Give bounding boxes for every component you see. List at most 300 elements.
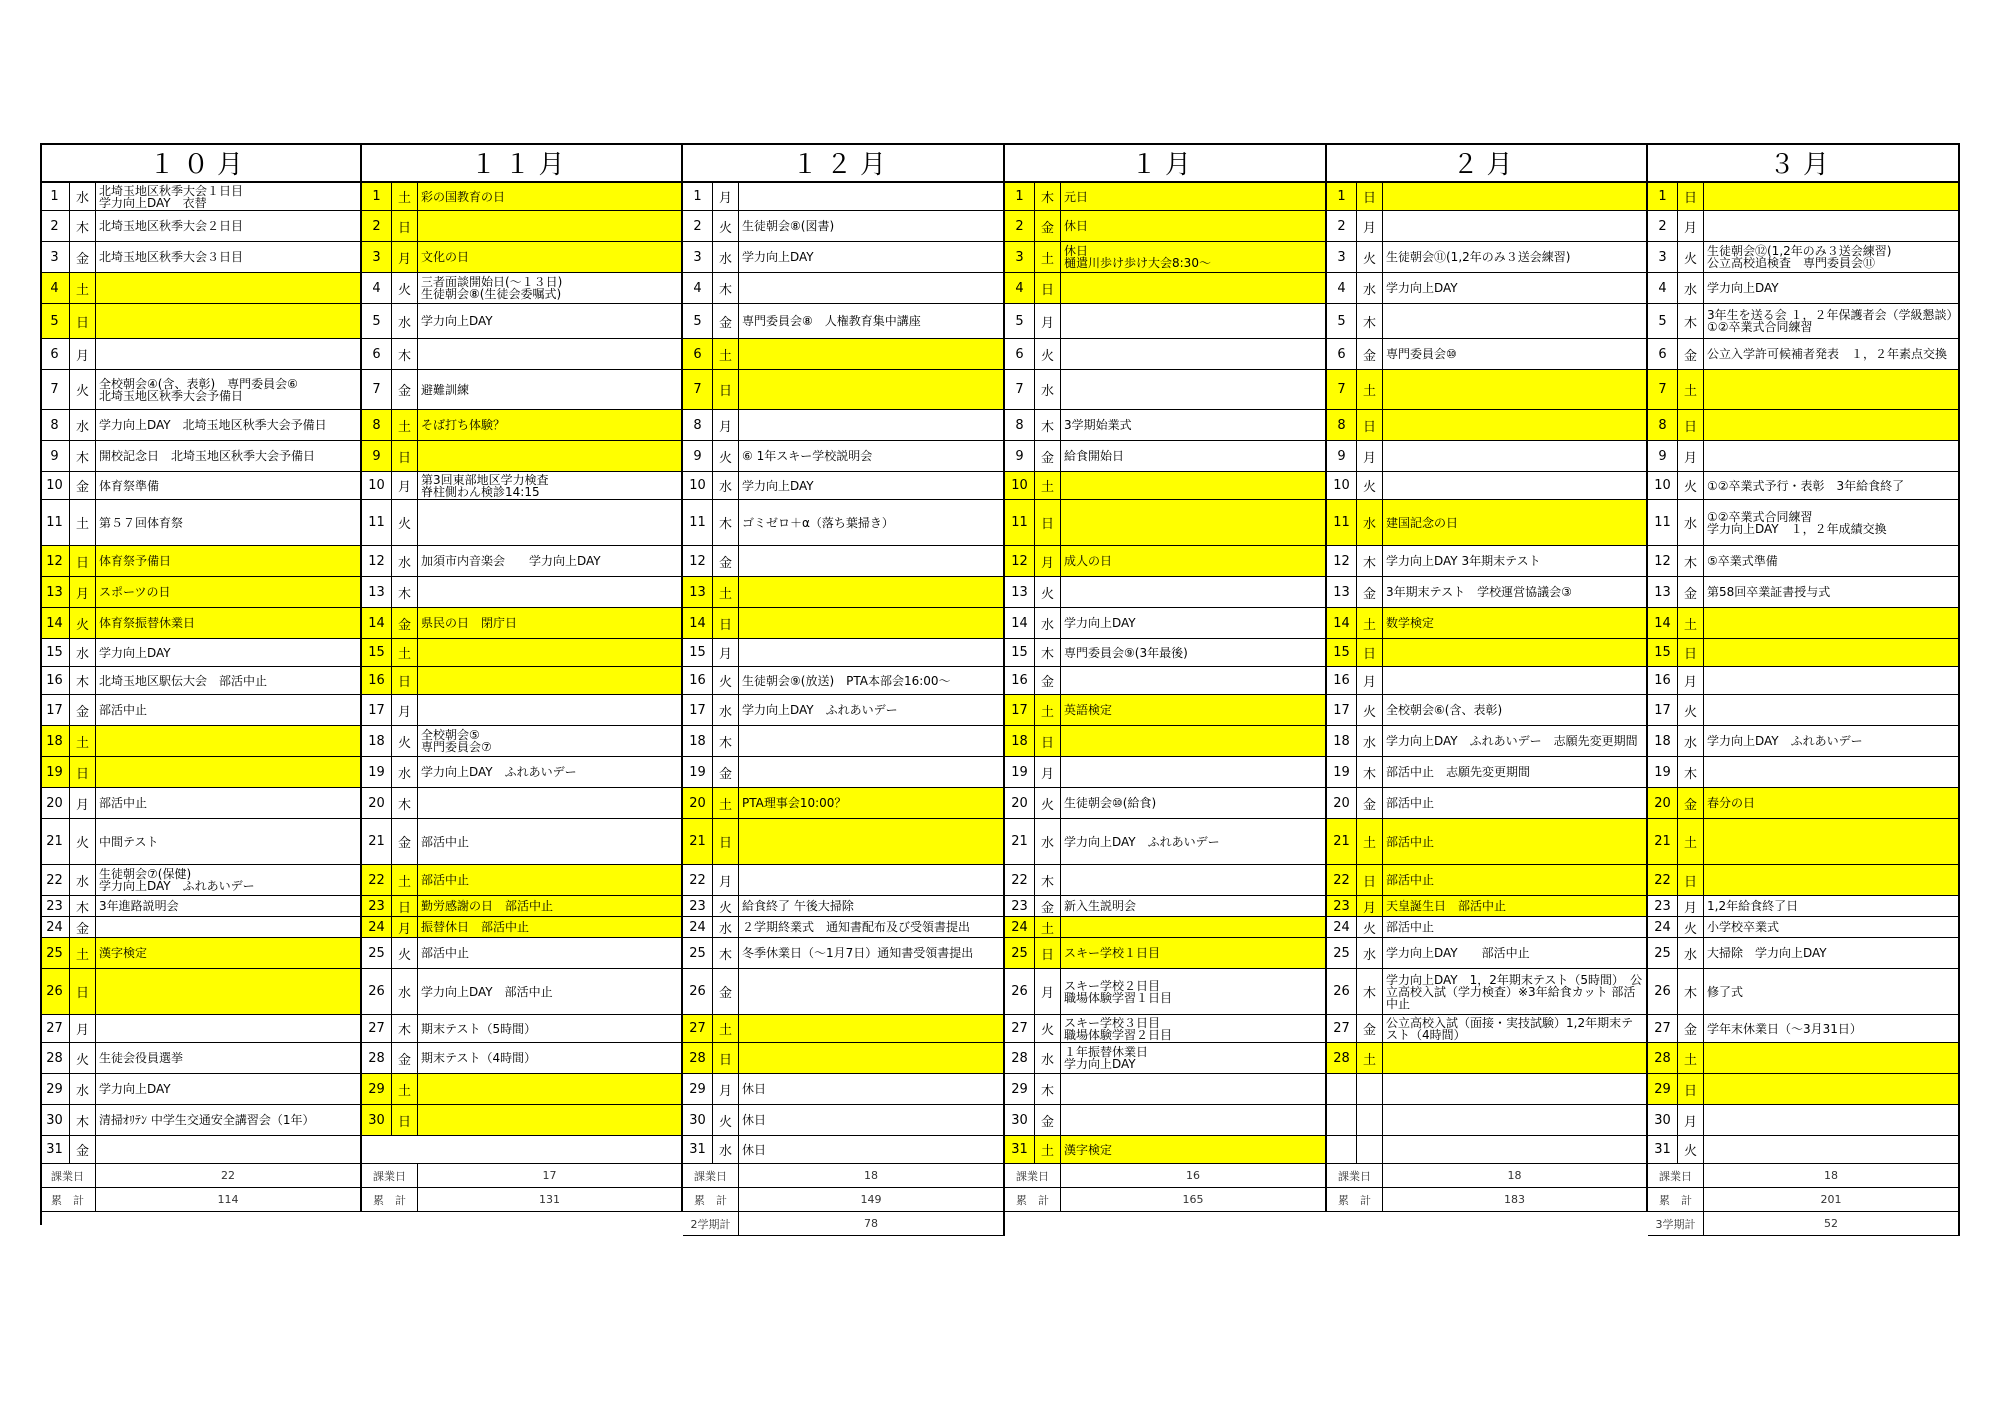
day-of-week: 月 [70,339,96,369]
day-row [683,500,1003,546]
summary-row [683,1188,1003,1212]
day-event: スキー学校１日目 [1064,946,1161,960]
day-row [1648,211,1958,242]
day-event: 学力向上DAY ふれあいデー [742,703,898,717]
day-event: ①②卒業式予行・表彰 3年給食終了 [1707,478,1905,493]
day-row [1327,546,1646,577]
day-row [362,410,681,441]
day-row [362,865,681,896]
day-of-week: 日 [70,546,96,576]
day-row [1648,1105,1958,1136]
summary-value: 131 [539,1193,560,1206]
day-of-week: 月 [392,472,418,499]
day-number: 5 [1005,304,1035,338]
day-row [1327,917,1646,938]
day-number: 25 [1005,938,1035,968]
day-number: 15 [683,639,713,666]
day-event [1061,667,1325,694]
day-event: 避難訓練 [421,382,470,397]
day-number: 3 [1648,242,1678,272]
day-of-week: 水 [1035,819,1061,864]
day-number: 3 [1327,242,1357,272]
day-event: スキー学校２日目 職場体験学習１日目 [1064,978,1173,1005]
summary-row [1005,1188,1325,1212]
day-event [1704,211,1958,241]
day-event: 文化の日 [421,250,470,264]
day-number: 29 [40,1074,70,1104]
day-event [739,1043,1003,1073]
day-number: 20 [1327,788,1357,818]
day-row [40,639,360,667]
day-event [739,639,1003,666]
day-of-week: 日 [70,969,96,1014]
day-row [683,1043,1003,1074]
day-row [1648,865,1958,896]
day-of-week: 水 [70,1074,96,1104]
day-number: 18 [1648,726,1678,756]
day-row [362,757,681,788]
day-row [1005,500,1325,546]
day-of-week: 日 [1678,410,1704,440]
day-number: 14 [683,608,713,638]
day-event: 休日 樋遣川歩け歩け大会8:30～ [1064,244,1211,270]
day-number: 13 [1327,577,1357,607]
day-number: 31 [40,1136,70,1163]
day-row [1005,410,1325,441]
day-row [1005,339,1325,370]
summary-row [362,1164,681,1188]
day-event [739,1015,1003,1042]
day-of-week: 金 [713,304,739,338]
day-number: 12 [1648,546,1678,576]
day-number: 28 [1327,1043,1357,1073]
day-event: 全校朝会④(含、表彰) 専門委員会⑥ 北埼玉地区秋季大会予備日 [99,376,298,403]
day-number: 7 [683,370,713,409]
day-event [96,969,360,1014]
day-number: 24 [683,917,713,937]
day-row [1005,1136,1325,1164]
day-number: 13 [362,577,392,607]
day-number: 17 [683,695,713,725]
day-event: 学力向上DAY [742,478,814,493]
day-of-week: 金 [1357,1015,1383,1042]
day-number: 9 [683,441,713,471]
day-event: 1,2年給食終了日 [1707,899,1799,913]
day-of-week: 水 [1035,370,1061,409]
day-event: 第3回東部地区学力検査 脊柱側わん検診14:15 [421,472,549,499]
day-row [40,211,360,242]
day-of-week: 木 [392,1015,418,1042]
day-row [1005,969,1325,1015]
day-of-week: 土 [1035,472,1061,499]
month-title: １月 [1005,143,1325,183]
day-event: 体育祭予備日 [99,554,172,568]
day-row [362,500,681,546]
summary-label: 累 計 [40,1188,96,1211]
day-event: 学力向上DAY [99,645,171,660]
day-event: 勤労感謝の日 部活中止 [421,899,554,913]
day-of-week: 水 [1357,500,1383,545]
day-event [739,757,1003,787]
day-of-week: 金 [70,242,96,272]
day-row [40,370,360,410]
day-event: 学力向上DAY [421,314,493,328]
day-event: 学力向上DAY ふれあいデー [1064,834,1220,849]
day-row [1005,1074,1325,1105]
day-event: 春分の日 [1707,796,1756,810]
summary-row [683,1164,1003,1188]
day-row [1005,472,1325,500]
day-event: 3年進路説明会 [99,899,179,913]
day-event: 部活中止 [1386,920,1435,934]
day-event: １年振替休業日 学力向上DAY [1064,1045,1149,1071]
day-number: 3 [1005,242,1035,272]
day-row [40,917,360,938]
day-event: 学力向上DAY 1，2年期末テスト（5時間） 公立高校入試（学力検査）※3年給食カット 部活中止 [1386,972,1643,1011]
day-number: 7 [362,370,392,409]
day-of-week: 金 [1678,577,1704,607]
day-event [1383,1136,1646,1163]
day-row [1327,242,1646,273]
day-row [1648,500,1958,546]
day-row [40,577,360,608]
day-number: 3 [40,242,70,272]
day-of-week: 土 [1035,917,1061,937]
day-event: そば打ち体験？ [421,418,506,432]
day-row [40,500,360,546]
day-number: 4 [362,273,392,303]
day-event [1061,339,1325,369]
day-number: 3 [683,242,713,272]
day-event: 北埼玉地区秋季大会１日目 学力向上DAY 衣替 [99,183,244,210]
day-number: 4 [683,273,713,303]
summary-row [1648,1188,1958,1212]
day-number: 21 [362,819,392,864]
day-of-week: 火 [392,500,418,545]
day-row [362,339,681,370]
day-event: 全校朝会⑥(含、表彰) [1386,703,1503,717]
day-of-week: 金 [1035,1105,1061,1135]
day-of-week: 土 [1678,608,1704,638]
day-number: 5 [40,304,70,338]
day-row [40,896,360,917]
day-of-week: 火 [1035,339,1061,369]
day-number: 11 [1005,500,1035,545]
day-of-week: 土 [1035,695,1061,725]
day-row [1648,273,1958,304]
day-event: 学力向上DAY [742,250,814,264]
day-event: 学力向上DAY [1707,281,1779,295]
day-number: 9 [1327,441,1357,471]
day-of-week: 水 [713,1136,739,1163]
day-number [1327,1105,1357,1135]
day-event [1383,472,1646,499]
day-of-week: 日 [1035,273,1061,303]
day-event: 県民の日 閉庁日 [421,616,518,630]
day-of-week: 日 [1678,1074,1704,1104]
day-of-week: 金 [392,608,418,638]
day-event: 元日 [1064,189,1089,204]
day-of-week: 日 [1035,726,1061,756]
day-event: PTA理事会10:00？ [742,796,847,810]
day-row [40,273,360,304]
day-number: 1 [683,183,713,210]
day-of-week: 日 [713,370,739,409]
day-of-week: 火 [1035,577,1061,607]
day-row [683,788,1003,819]
day-number: 30 [1005,1105,1035,1135]
day-of-week: 木 [1678,546,1704,576]
day-number: 16 [1005,667,1035,694]
day-of-week: 金 [70,1136,96,1163]
day-number: 13 [1005,577,1035,607]
day-event: 部活中止 [99,796,148,810]
day-number: 23 [40,896,70,916]
day-number [362,1136,392,1163]
day-number: 1 [1327,183,1357,210]
day-event [1704,1136,1958,1163]
day-event: 公立高校入試（面接・実技試験）1,2年期末テスト（4時間） [1386,1015,1634,1042]
day-row [1327,1074,1646,1105]
day-event [418,441,681,471]
day-of-week: 金 [713,757,739,787]
day-number: 15 [1648,639,1678,666]
day-event: 部活中止 [421,873,470,887]
day-of-week: 火 [1357,917,1383,937]
day-number: 3 [362,242,392,272]
day-of-week: 水 [713,242,739,272]
day-row [40,788,360,819]
day-event: 学力向上DAY [1386,281,1458,295]
day-event: 学年末休業日（～3月31日） [1707,1021,1862,1036]
day-of-week: 土 [70,273,96,303]
day-number: 1 [1005,183,1035,210]
day-event [418,1136,681,1163]
day-event [418,339,681,369]
day-of-week: 日 [1035,500,1061,545]
day-event: 建国記念の日 [1386,515,1459,530]
day-number: 13 [1648,577,1678,607]
day-event [418,695,681,725]
day-number: 4 [1005,273,1035,303]
day-number: 26 [362,969,392,1014]
day-number: 28 [1005,1043,1035,1073]
day-of-week: 土 [1357,608,1383,638]
month-title: ３月 [1648,143,1958,183]
day-row [683,608,1003,639]
day-of-week: 月 [1678,667,1704,694]
day-number: 7 [1327,370,1357,409]
day-event: 北埼玉地区秋季大会２日目 [99,219,244,233]
summary-value: 78 [864,1217,878,1230]
day-of-week: 日 [713,819,739,864]
day-of-week: 水 [392,969,418,1014]
day-event: 学力向上DAY 3年期末テスト [1386,554,1541,568]
day-event: 生徒朝会⑨(放送) PTA本部会16:00～ [742,673,951,688]
day-number: 6 [1327,339,1357,369]
day-of-week: 土 [713,788,739,818]
day-event: 専門委員会⑧ 人権教育集中講座 [742,314,921,328]
day-number: 27 [40,1015,70,1042]
day-event: ２学期終業式 通知書配布及び受領書提出 [742,920,971,934]
day-of-week: 土 [70,500,96,545]
day-number: 25 [362,938,392,968]
day-of-week: 木 [392,339,418,369]
day-number: 18 [1005,726,1035,756]
day-of-week: 火 [1035,1015,1061,1042]
day-event: 生徒会役員選挙 [99,1051,184,1065]
day-number: 21 [683,819,713,864]
day-of-week: 土 [1678,819,1704,864]
day-event [418,639,681,666]
day-row [1327,1043,1646,1074]
day-row [1005,242,1325,273]
day-number: 12 [40,546,70,576]
day-number: 24 [40,917,70,937]
day-row [1327,211,1646,242]
day-of-week: 水 [70,639,96,666]
day-row [40,667,360,695]
day-row [1327,726,1646,757]
day-row [362,1136,681,1164]
day-row [1005,788,1325,819]
day-row [1648,788,1958,819]
day-row [40,726,360,757]
day-of-week: 日 [392,441,418,471]
summary-label: 3学期計 [1648,1212,1704,1235]
day-of-week: 土 [713,577,739,607]
day-row [1327,472,1646,500]
day-row [362,472,681,500]
summary-value: 114 [217,1193,239,1206]
day-event: 北埼玉地区秋季大会３日目 [99,250,244,264]
day-event [1383,211,1646,241]
day-row [1005,726,1325,757]
day-of-week: 木 [1035,183,1061,210]
day-of-week: 金 [1035,211,1061,241]
day-row [683,211,1003,242]
day-of-week: 木 [1357,304,1383,338]
day-row [362,667,681,695]
day-row [1648,242,1958,273]
day-event [1704,639,1958,666]
day-number: 13 [683,577,713,607]
day-of-week: 金 [713,969,739,1014]
day-number: 24 [1648,917,1678,937]
day-event: 休日 [742,1113,767,1127]
day-row [362,577,681,608]
day-of-week: 火 [713,896,739,916]
day-of-week: 火 [1357,695,1383,725]
day-number: 22 [1648,865,1678,895]
summary-row [40,1188,360,1212]
day-number: 8 [362,410,392,440]
day-number: 26 [1327,969,1357,1014]
day-event [96,757,360,787]
day-number: 18 [362,726,392,756]
day-event [739,726,1003,756]
summary-label: 累 計 [683,1188,739,1211]
day-number: 24 [362,917,392,937]
day-row [683,183,1003,211]
day-of-week: 土 [1357,819,1383,864]
day-of-week: 日 [392,667,418,694]
summary-value: 18 [864,1169,878,1182]
day-row [1005,370,1325,410]
day-event: 第58回卒業証書授与式 [1707,585,1831,599]
day-event [1704,667,1958,694]
day-event: 大掃除 学力向上DAY [1707,946,1827,960]
summary-row [683,1212,1003,1236]
day-event [1704,1074,1958,1104]
day-number: 4 [40,273,70,303]
day-number: 30 [1648,1105,1678,1135]
day-row [40,819,360,865]
day-of-week: 月 [70,577,96,607]
day-number: 5 [362,304,392,338]
day-event [1383,370,1646,409]
day-of-week: 月 [392,695,418,725]
day-event: 期末テスト（4時間） [421,1051,537,1065]
day-event: 3学期始業式 [1064,418,1132,432]
day-of-week: 火 [392,726,418,756]
day-of-week: 月 [1357,896,1383,916]
summary-label: 累 計 [1005,1188,1061,1211]
day-of-week: 木 [1357,969,1383,1014]
day-event [1704,410,1958,440]
day-number: 7 [1648,370,1678,409]
day-event: 北埼玉地区駅伝大会 部活中止 [99,673,268,688]
day-of-week: 火 [713,211,739,241]
day-row [1327,608,1646,639]
day-number: 18 [40,726,70,756]
day-number: 23 [683,896,713,916]
day-event: 学力向上DAY ふれあいデー [421,765,577,779]
day-row [1005,757,1325,788]
day-row [1327,969,1646,1015]
day-of-week: 水 [1357,273,1383,303]
day-number: 22 [1005,865,1035,895]
day-event [1704,1043,1958,1073]
day-number: 20 [40,788,70,818]
day-number: 22 [1327,865,1357,895]
day-number: 14 [1648,608,1678,638]
day-event: 専門委員会⑩ [1386,347,1457,361]
summary-label: 課業日 [1327,1164,1383,1187]
summary-value: 183 [1504,1193,1525,1206]
day-event: 第５７回体育祭 [99,515,184,530]
day-row [1648,1043,1958,1074]
day-row [1648,639,1958,667]
day-number: 21 [1648,819,1678,864]
day-of-week: 火 [713,667,739,694]
day-of-week: 月 [1678,211,1704,241]
day-event: 部活中止 [1386,796,1435,810]
day-of-week: 月 [1357,441,1383,471]
day-number: 8 [683,410,713,440]
day-row [683,819,1003,865]
day-event [1061,273,1325,303]
day-event: 生徒朝会⑩(給食) [1064,796,1157,810]
day-number: 14 [362,608,392,638]
day-of-week [1357,1105,1383,1135]
day-of-week: 木 [1678,969,1704,1014]
day-row [1327,667,1646,695]
day-number: 8 [1327,410,1357,440]
day-of-week: 火 [392,938,418,968]
day-of-week: 月 [1357,211,1383,241]
day-number: 1 [362,183,392,210]
